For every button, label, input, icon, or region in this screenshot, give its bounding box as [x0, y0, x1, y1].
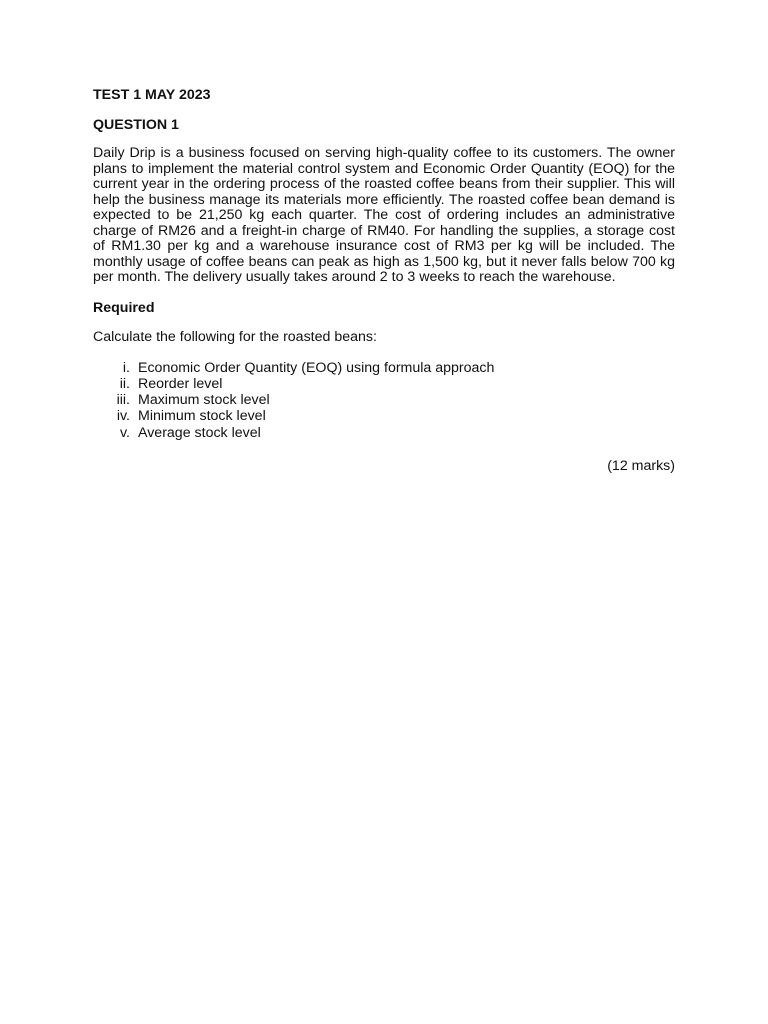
list-item: [93, 360, 675, 376]
question-paragraph: Daily Drip is a business focused on serving high-quality coffee to its customers. The owner plans to implement the material control system and Economic Order Quantity (EOQ) for the current year in the ordering process of the roasted coffee beans from their supplier. This will help the business manage its materials more efficiently. The roasted coffee bean demand is expected to be 21,250 kg each quarter. The cost of ordering includes an administrative charge of RM26 and a freight-in charge of RM40. For handling the supplies, a storage cost of RM1.30 per kg and a warehouse insurance cost of RM3 per kg will be included. The monthly usage of coffee beans can peak as high as 1,500 kg, but it never falls below 700 kg per month. The delivery usually takes around 2 to 3 weeks to reach the warehouse.: [93, 145, 675, 286]
marks-label: (12 marks): [607, 458, 675, 474]
requirements-list: [93, 360, 675, 441]
list-item-numeral: v.: [120, 424, 130, 441]
test-title: TEST 1 MAY 2023: [93, 87, 211, 103]
question-title: QUESTION 1: [93, 117, 179, 133]
list-item-numeral: iv.: [116, 408, 130, 425]
list-item-text: Minimum stock level: [138, 408, 266, 425]
list-item-text: Economic Order Quantity (EOQ) using formula approach: [138, 359, 495, 376]
list-item: [93, 408, 675, 424]
list-item-numeral: ii.: [119, 375, 130, 392]
list-item: [93, 376, 675, 392]
instruction-text: Calculate the following for the roasted beans:: [93, 328, 377, 345]
list-item: [93, 392, 675, 408]
required-heading: Required: [93, 299, 155, 316]
list-item-text: Average stock level: [138, 424, 261, 441]
list-item-numeral: iii.: [116, 392, 130, 409]
list-item: [93, 425, 675, 441]
list-item-text: Maximum stock level: [138, 392, 270, 409]
list-item-text: Reorder level: [138, 375, 223, 392]
document-content: [93, 86, 675, 489]
list-item-numeral: i.: [122, 359, 130, 376]
